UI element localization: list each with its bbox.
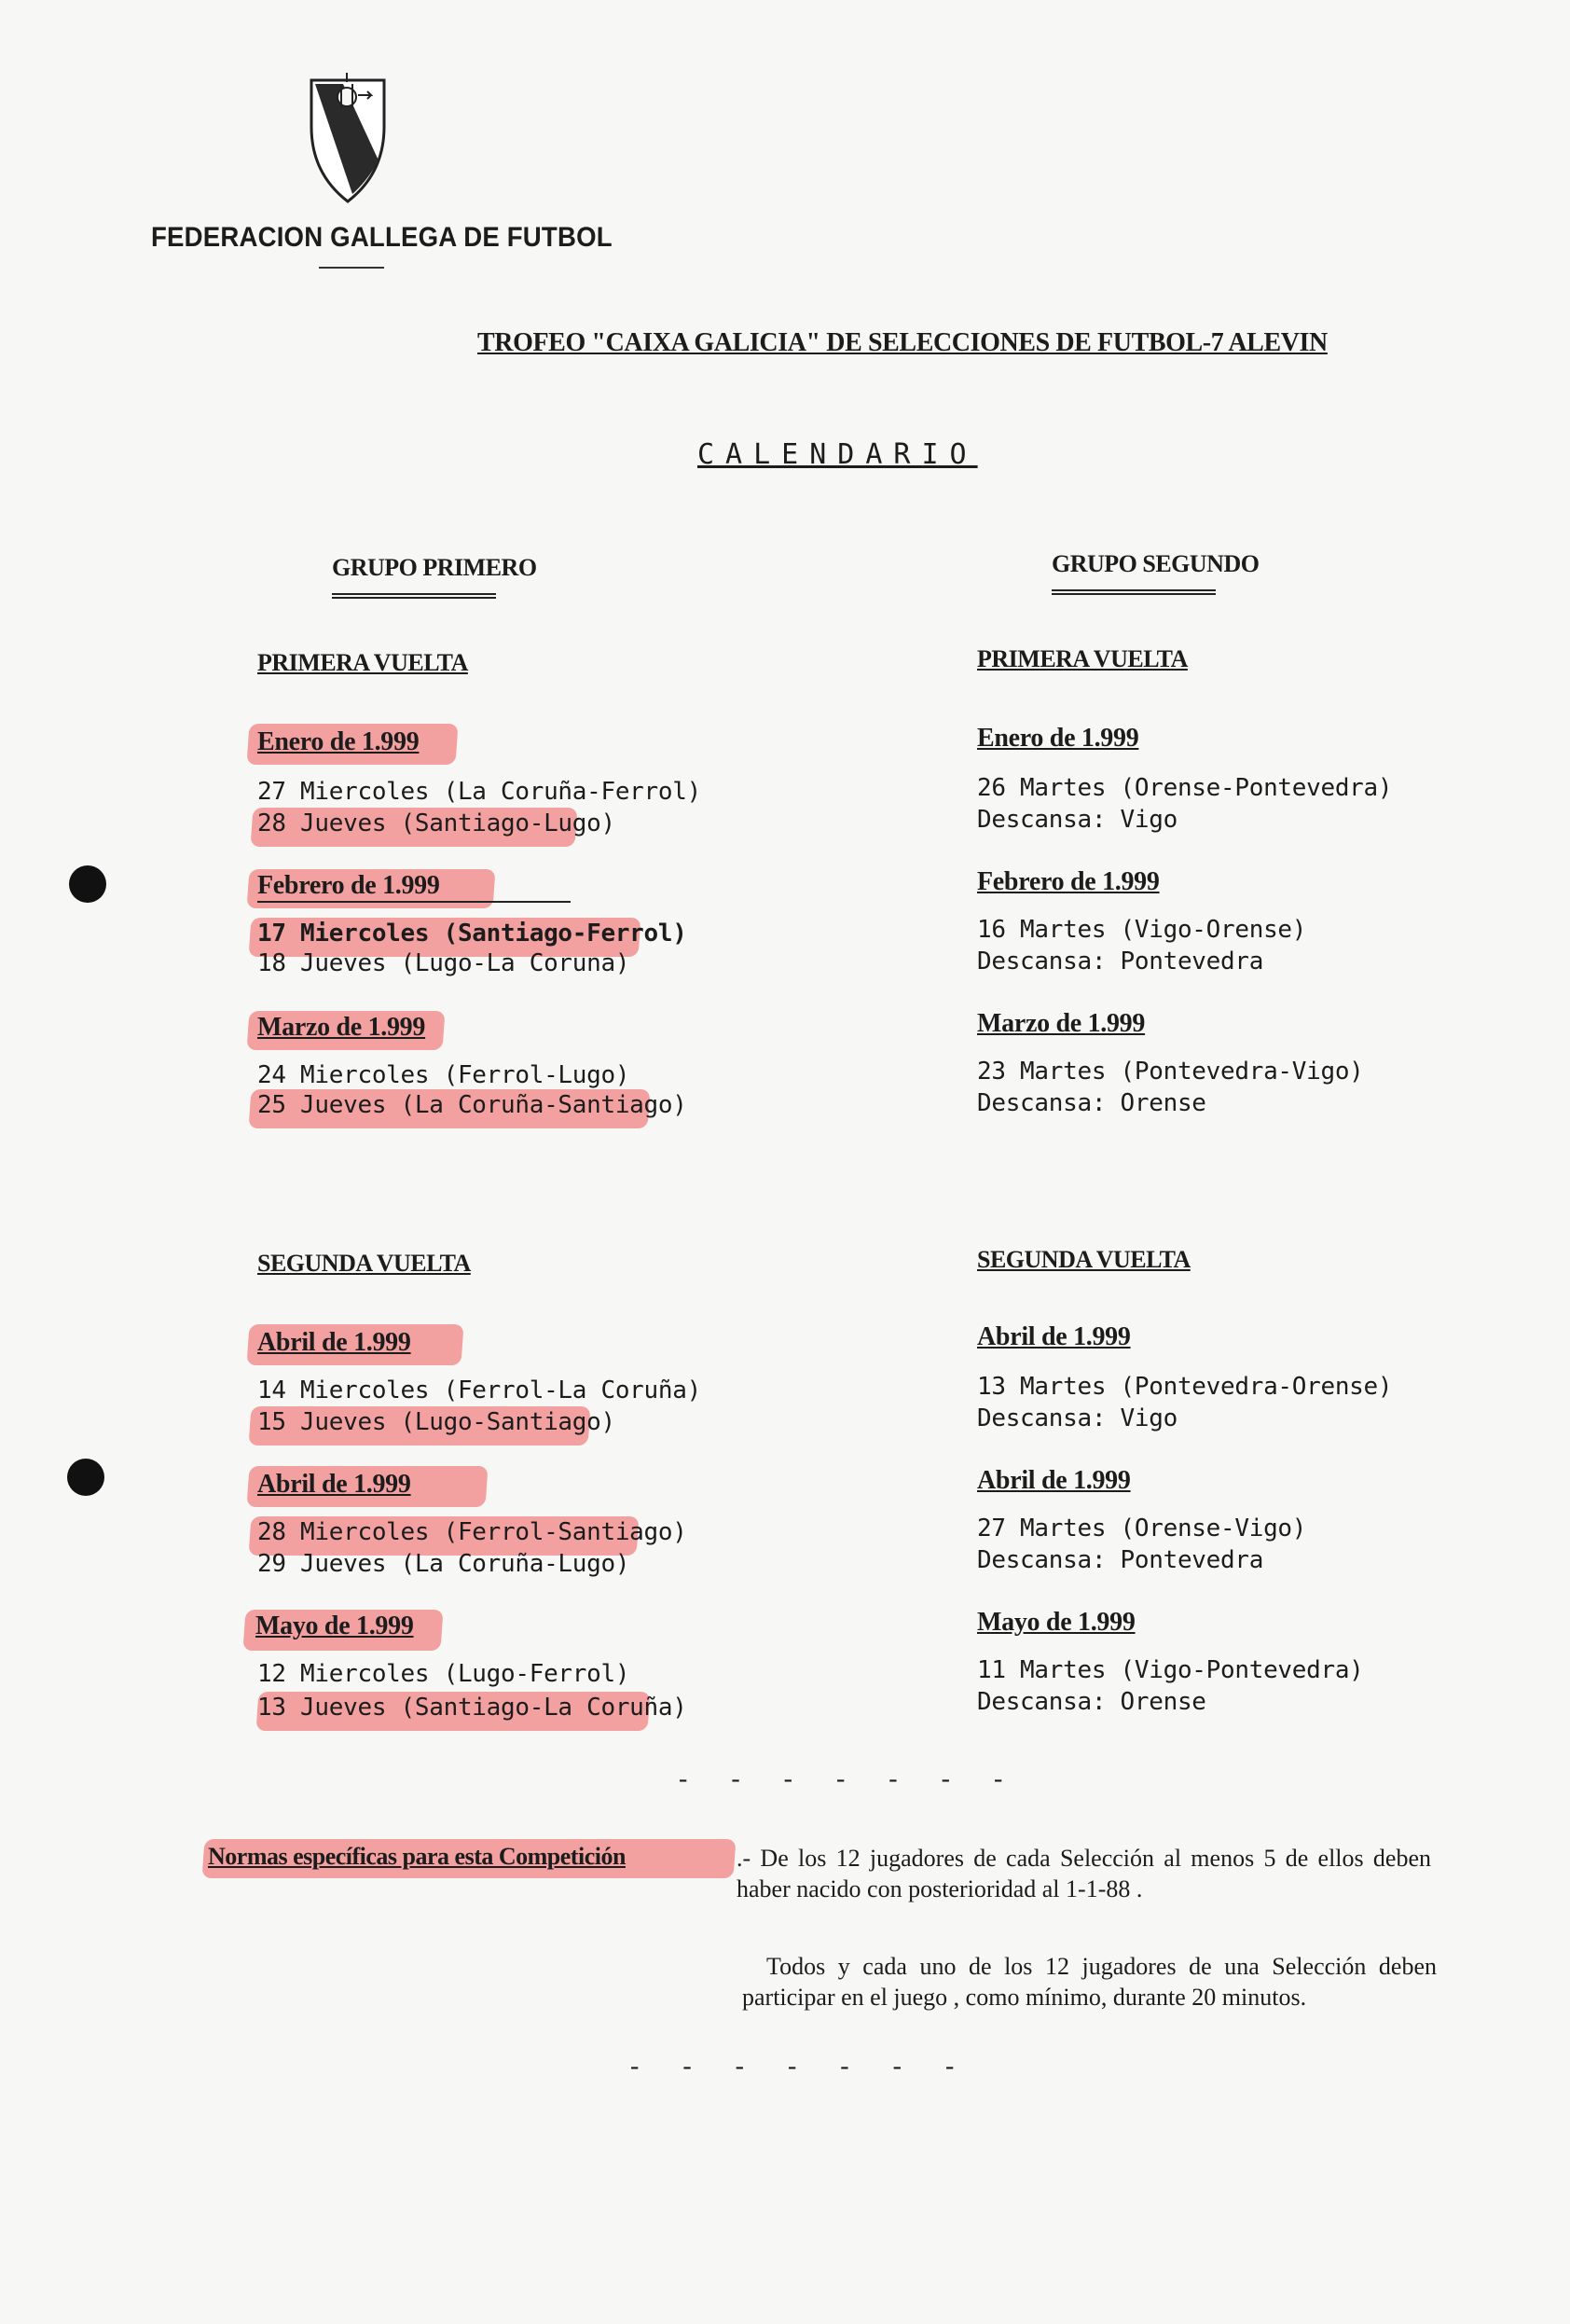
match-line: 14 Miercoles (Ferrol-La Coruña) xyxy=(257,1376,701,1404)
group-1-title-rule xyxy=(332,593,496,599)
match-line: 27 Miercoles (La Coruña-Ferrol) xyxy=(257,778,701,806)
binder-hole xyxy=(69,865,106,903)
month-heading: Febrero de 1.999 xyxy=(977,867,1160,896)
month-heading: Enero de 1.999 xyxy=(977,724,1139,753)
federation-crest-logo xyxy=(306,71,390,206)
group-1-first-round-title: PRIMERA VUELTA xyxy=(257,649,468,676)
rest-line: Descansa: Vigo xyxy=(977,1404,1178,1432)
match-line: 13 Martes (Pontevedra-Orense) xyxy=(977,1373,1393,1401)
month-heading: Mayo de 1.999 xyxy=(255,1612,414,1640)
group-1-title: GRUPO PRIMERO xyxy=(332,554,537,581)
rule-paragraph-2: Todos y cada uno de los 12 jugadores de una Selección deben participar en el juego , como mínimo, durante 20 minutos. xyxy=(742,1953,1437,2011)
rest-line: Descansa: Vigo xyxy=(977,806,1178,834)
match-line: 12 Miercoles (Lugo-Ferrol) xyxy=(257,1660,630,1688)
month-heading: Febrero de 1.999 xyxy=(257,871,440,900)
match-line: 17 Miercoles (Santiago-Ferrol) xyxy=(257,920,687,948)
match-line: 26 Martes (Orense-Pontevedra) xyxy=(977,774,1393,802)
group-2-second-round-title: SEGUNDA VUELTA xyxy=(977,1246,1191,1273)
dash-separator: - - - - - - - xyxy=(679,1764,1022,1793)
dash-separator: - - - - - - - xyxy=(630,2052,973,2081)
match-line: 13 Jueves (Santiago-La Coruña) xyxy=(257,1694,687,1722)
match-line: 28 Jueves (Santiago-Lugo) xyxy=(257,809,615,837)
federation-name: FEDERACION GALLEGA DE FUTBOL xyxy=(151,222,613,253)
match-line: 24 Miercoles (Ferrol-Lugo) xyxy=(257,1061,630,1089)
group-2-title: GRUPO SEGUNDO xyxy=(1052,550,1260,577)
rest-line: Descansa: Orense xyxy=(977,1688,1206,1716)
match-line: 27 Martes (Orense-Vigo) xyxy=(977,1515,1307,1542)
rules-label: Normas específicas para esta Competición xyxy=(208,1843,626,1870)
match-line: 29 Jueves (La Coruña-Lugo) xyxy=(257,1550,630,1578)
group-1-second-round-title: SEGUNDA VUELTA xyxy=(257,1250,471,1277)
month-heading: Abril de 1.999 xyxy=(977,1466,1131,1495)
month-underline xyxy=(257,901,571,903)
rule-paragraph-1: .- De los 12 jugadores de cada Selección al menos 5 de ellos deben haber nacido con posterioridad al 1-1-88 . xyxy=(737,1845,1431,1902)
match-line: 28 Miercoles (Ferrol-Santiago) xyxy=(257,1518,687,1546)
month-heading: Abril de 1.999 xyxy=(257,1328,411,1357)
binder-hole xyxy=(67,1459,104,1496)
header-divider xyxy=(319,267,384,269)
group-2-first-round-title: PRIMERA VUELTA xyxy=(977,645,1188,672)
month-heading: Marzo de 1.999 xyxy=(257,1013,426,1042)
match-line: 11 Martes (Vigo-Pontevedra) xyxy=(977,1656,1364,1684)
rest-line: Descansa: Pontevedra xyxy=(977,948,1264,975)
match-line: 16 Martes (Vigo-Orense) xyxy=(977,916,1307,944)
match-line: 23 Martes (Pontevedra-Vigo) xyxy=(977,1058,1364,1086)
group-2-title-rule xyxy=(1052,589,1216,595)
calendar-heading: CALENDARIO xyxy=(697,438,978,471)
match-line: 15 Jueves (Lugo-Santiago) xyxy=(257,1408,615,1436)
match-line: 25 Jueves (La Coruña-Santiago) xyxy=(257,1091,687,1119)
month-heading: Marzo de 1.999 xyxy=(977,1009,1146,1038)
match-line: 18 Jueves (Lugo-La Coruna) xyxy=(257,949,630,977)
month-heading: Abril de 1.999 xyxy=(257,1470,411,1499)
document-title: TROFEO "CAIXA GALICIA" DE SELECCIONES DE FUTBOL-7 ALEVIN xyxy=(477,328,1328,357)
month-heading: Mayo de 1.999 xyxy=(977,1608,1136,1637)
rest-line: Descansa: Pontevedra xyxy=(977,1546,1264,1574)
month-heading: Enero de 1.999 xyxy=(257,727,420,756)
month-heading: Abril de 1.999 xyxy=(977,1322,1131,1351)
rest-line: Descansa: Orense xyxy=(977,1089,1206,1117)
